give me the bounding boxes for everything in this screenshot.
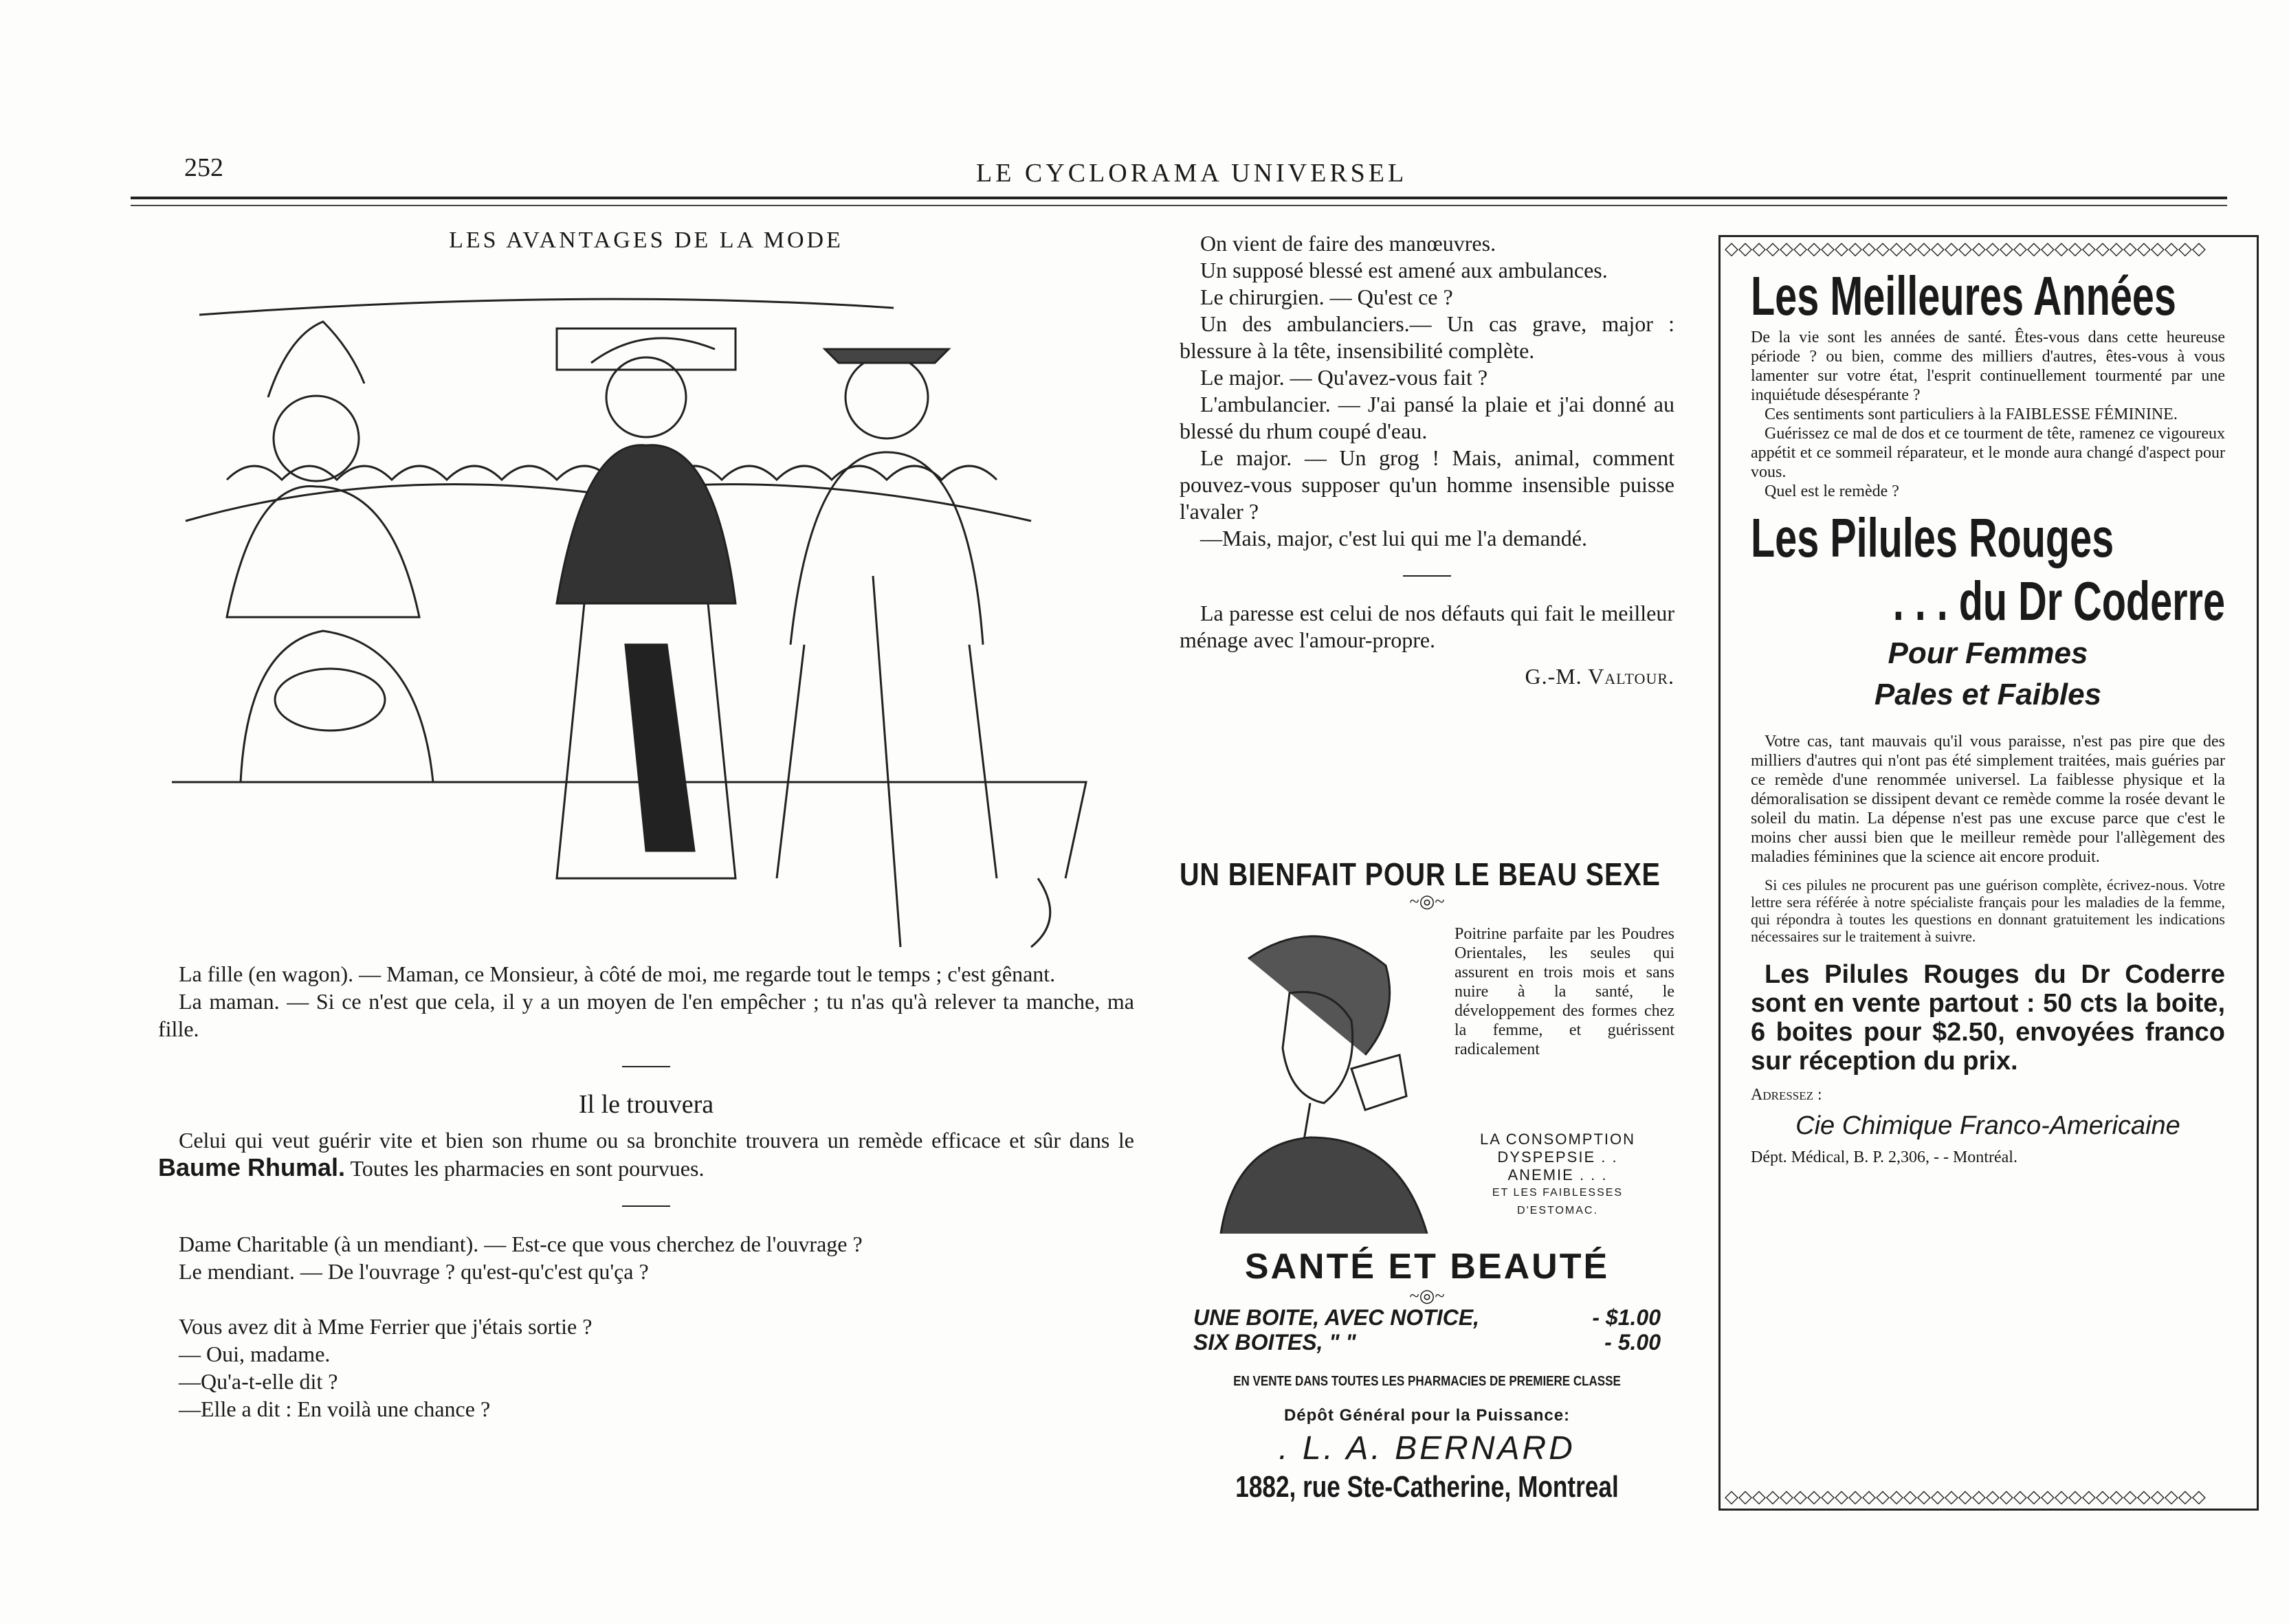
paresse-quote: La paresse est celui de nos défauts qui fait le meilleur ménage avec l'amour-propre. bbox=[1180, 601, 1674, 652]
separator bbox=[622, 1066, 670, 1067]
ad-bienfait-ailments bbox=[1441, 1131, 1674, 1220]
anecdote-line: —Mais, major, c'est lui qui me l'a demandé. bbox=[1200, 526, 1587, 550]
cie-chimique: Cie Chimique Franco-Americaine bbox=[1795, 1111, 2180, 1140]
cartoon-illustration bbox=[172, 260, 1120, 954]
page-number: 252 bbox=[184, 153, 223, 182]
header-rule bbox=[131, 197, 2227, 199]
header-rule-thin bbox=[131, 205, 2227, 206]
ad-bienfait-body bbox=[1180, 911, 1674, 1241]
ad-bienfait-text: Poitrine parfaite par les Poudres Orientales, les seules qui assurent en trois mois et sans nuire à la santé, le développement des formes chez la femme, et guérissent radicalement bbox=[1455, 925, 1674, 1058]
anecdote-line: Un supposé blessé est amené aux ambulances. bbox=[1200, 258, 1608, 282]
ad-bienfait bbox=[1180, 856, 1674, 1504]
anecdote-line: Un des ambulanciers.— Un cas grave, major : blessure à la tête, insensibilité complète. bbox=[1180, 311, 1674, 363]
ailment-item: ANEMIE . . . bbox=[1507, 1166, 1608, 1183]
baume-text-a: Celui qui veut guérir vite et bien son rhume ou sa bronchite trouvera un remède efficace et sûr dans le bbox=[179, 1128, 1134, 1153]
price-line bbox=[1180, 1330, 1674, 1355]
ad-paragraph-small: Si ces pilules ne procurent pas une guérison complète, écrivez-nous. Votre lettre sera référée à notre spécialiste français pour les maladies de la femme, qui répondra à toutes les questions en donnant gratuitement les indications nécessaires sur le traitement à suivre. bbox=[1751, 876, 2225, 945]
ailment-item: DYSPEPSIE . . bbox=[1497, 1148, 1618, 1166]
adressez-label: Adressez : bbox=[1751, 1086, 1822, 1104]
ad-pilules-rouges bbox=[1718, 235, 2259, 1511]
anecdote-line: Le chirurgien. — Qu'est ce ? bbox=[1200, 285, 1453, 309]
ad-title-dr-coderre: . . . du Dr Coderre bbox=[1892, 570, 2225, 632]
border-pattern-bottom: ◇◇◇◇◇◇◇◇◇◇◇◇◇◇◇◇◇◇◇◇◇◇◇◇◇◇◇◇◇◇◇◇◇◇◇ bbox=[1725, 1488, 2206, 1506]
dept-medical: Dépt. Médical, B. P. 2,306, - - Montréal. bbox=[1751, 1148, 2017, 1166]
ad-bienfait-title: UN BIENFAIT POUR LE BEAU SEXE bbox=[1180, 856, 1661, 892]
separator bbox=[1403, 575, 1451, 577]
woman-portrait-engraving bbox=[1193, 917, 1441, 1234]
cartoon-title: LES AVANTAGES DE LA MODE bbox=[449, 227, 843, 253]
baume-rhumal: Baume Rhumal. bbox=[158, 1153, 346, 1181]
ad-pilules-content bbox=[1751, 265, 2225, 1167]
ad-paragraph: Votre cas, tant mauvais qu'il vous paraisse, n'est pas pire que des milliers d'autres qui n'ont pas été simplement traitées, mais guéries par ce remède d'une renommée universel. La faiblesse physique et la démoralisation se dissipent devant ce remède comme la rosée devant le soleil du matin. La dépense n'est pas une excuse parce que c'est le moins cher aussi bien que le meilleur remède pour l'allègement des maladies féminines que la science ait encore produit. bbox=[1751, 733, 2225, 866]
bernard-name: . L. A. BERNARD bbox=[1279, 1430, 1575, 1467]
mendiant-line: Le mendiant. — De l'ouvrage ? qu'est-qu'c'est qu'ça ? bbox=[179, 1259, 649, 1284]
signature: G.-M. Valtour. bbox=[1525, 664, 1674, 689]
ad-title-pilules-rouges: Les Pilules Rouges bbox=[1751, 507, 2114, 568]
separator bbox=[622, 1205, 670, 1207]
ad-title-meilleures-annees: Les Meilleures Années bbox=[1751, 265, 2176, 326]
price-value: - $1.00 bbox=[1592, 1305, 1661, 1330]
ad-paragraph: De la vie sont les années de santé. Êtes-vous dans cette heureuse période ? ou bien, comme des milliers d'autres, êtes-vous à vous lamenter sur votre état, l'esprit continuellement tourmenté par une inquiétude désespérante ? bbox=[1751, 329, 2225, 404]
ferrier-line-4: —Elle a dit : En voilà une chance ? bbox=[179, 1397, 491, 1421]
ailment-item: LA CONSOMPTION bbox=[1479, 1131, 1636, 1148]
pour-femmes: Pour Femmes bbox=[1888, 636, 2088, 670]
baume-text-b: Toutes les pharmacies en sont pourvues. bbox=[350, 1156, 705, 1181]
sales-note: EN VENTE DANS TOUTES LES PHARMACIES DE PREMIERE CLASSE bbox=[1233, 1374, 1621, 1389]
anecdote-line: On vient de faire des manœuvres. bbox=[1200, 231, 1496, 256]
ornament: ~◎~ bbox=[1409, 1286, 1445, 1306]
bernard-address: 1882, rue Ste-Catherine, Montreal bbox=[1235, 1470, 1619, 1504]
anecdote-line: Le major. — Un grog ! Mais, animal, comment pouvez-vous supposer qu'un homme insensible puisse l'avaler ? bbox=[1180, 445, 1674, 524]
section-heading-il-le-trouvera: Il le trouvera bbox=[578, 1090, 714, 1119]
cartoon-dialogue-mother: La maman. — Si ce n'est que cela, il y a un moyen de l'en empêcher ; tu n'as qu'à relever ta manche, ma fille. bbox=[158, 989, 1134, 1041]
price-label: SIX BOITES, " " bbox=[1193, 1330, 1356, 1355]
anecdote-line: Le major. — Qu'avez-vous fait ? bbox=[1200, 365, 1488, 390]
pales-et-faibles: Pales et Faibles bbox=[1874, 678, 2102, 711]
ornament: ~◎~ bbox=[1409, 891, 1445, 911]
sante-et-beaute: SANTÉ ET BEAUTÉ bbox=[1244, 1247, 1610, 1287]
baume-paragraph bbox=[158, 1126, 1134, 1182]
border-pattern-top: ◇◇◇◇◇◇◇◇◇◇◇◇◇◇◇◇◇◇◇◇◇◇◇◇◇◇◇◇◇◇◇◇◇◇◇ bbox=[1725, 240, 2206, 258]
ad-paragraph: Quel est le remède ? bbox=[1765, 482, 1899, 500]
price-line bbox=[1180, 1305, 1674, 1330]
ad-sales-terms: Les Pilules Rouges du Dr Coderre sont en vente partout : 50 cts la boite, 6 boites pour $2.50, envoyées franco sur réception du prix. bbox=[1751, 960, 2225, 1076]
price-label: UNE BOITE, AVEC NOTICE, bbox=[1193, 1305, 1480, 1330]
ailment-item: D'ESTOMAC. bbox=[1517, 1205, 1598, 1216]
cartoon-dialogue-girl: La fille (en wagon). — Maman, ce Monsieur, à côté de moi, me regarde tout le temps ; c'est gênant. bbox=[179, 961, 1056, 986]
dame-charitable-line: Dame Charitable (à un mendiant). — Est-ce que vous cherchez de l'ouvrage ? bbox=[179, 1232, 863, 1256]
running-head: LE CYCLORAMA UNIVERSEL bbox=[976, 159, 1408, 188]
price-value: - 5.00 bbox=[1604, 1330, 1661, 1355]
ailment-item: ET LES FAIBLESSES bbox=[1492, 1187, 1624, 1199]
ferrier-line-3: —Qu'a-t-elle dit ? bbox=[179, 1369, 338, 1394]
ferrier-line-2: — Oui, madame. bbox=[179, 1342, 331, 1366]
left-column bbox=[158, 227, 1134, 1423]
ferrier-line-1: Vous avez dit à Mme Ferrier que j'étais sortie ? bbox=[179, 1314, 593, 1339]
middle-column bbox=[1180, 230, 1674, 690]
anecdote-line: L'ambulancier. — J'ai pansé la plaie et j'ai donné au blessé du rhum coupé d'eau. bbox=[1180, 392, 1674, 443]
ad-paragraph: Ces sentiments sont particuliers à la FAIBLESSE FÉMININE. bbox=[1765, 405, 2178, 423]
depot-general: Dépôt Général pour la Puissance: bbox=[1283, 1406, 1571, 1425]
ad-paragraph: Guérissez ce mal de dos et ce tourment de tête, ramenez ce vigoureux appétit et ce sommeil réparateur, et le monde aura changé d'aspect pour vous. bbox=[1751, 425, 2225, 481]
